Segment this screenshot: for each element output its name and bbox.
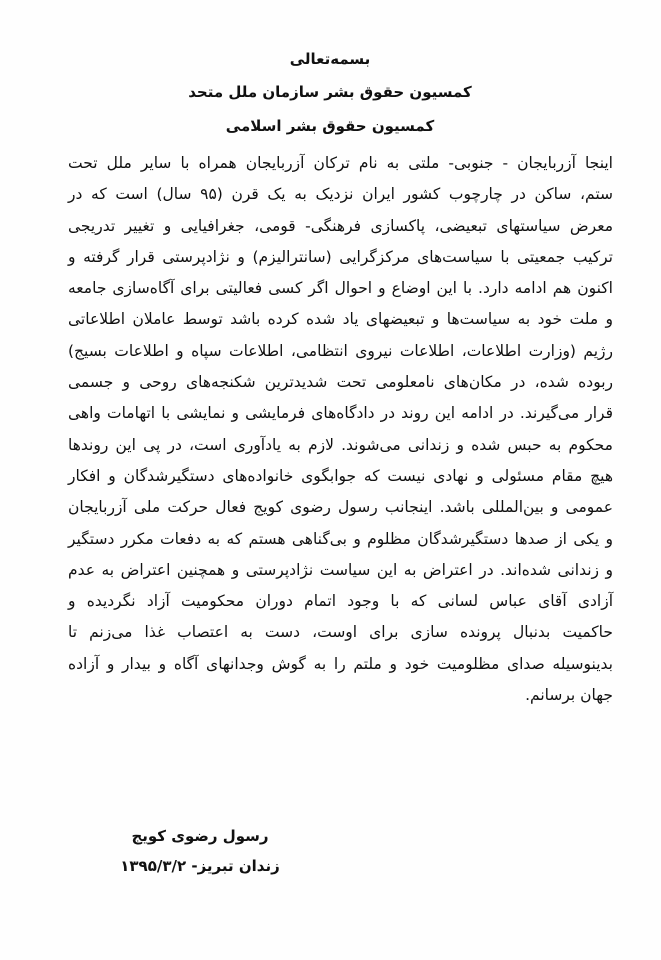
body-line: رژیم (وزارت اطلاعات، اطلاعات نیروی انتظامی، اطلاعات سپاه و اطلاعات بسیج) (68, 341, 613, 360)
body-line: و زندانی شده‌اند. در اعتراض به این سیاست نژادپرستی و همچنین اعتراض به عدم (68, 560, 613, 579)
body-line: قرار می‌گیرند. در ادامه این روند در دادگاه‌های فرمایشی و نمایشی با اتهامات واهی (68, 404, 613, 423)
heading-islamic-commission: کمسیون حقوق بشر اسلامی (225, 117, 435, 135)
body-line: ستم، ساکن در چارچوب کشور ایران نزدیک به یک قرن (۹۵ سال) است که در (68, 185, 613, 204)
body-line: اکنون هم ادامه دارد. با این اوضاع و احوال اگر کسی فعالیتی برای آگاه‌سازی جامعه (68, 279, 613, 298)
letter-body (68, 148, 613, 711)
body-line: محکوم به حبس شده و زندانی می‌شوند. لازم به یادآوری است، در پی این روندها (68, 435, 613, 454)
body-line: اینجا آزربایجان - جنوبی- ملتی به نام ترکان آزربایجان همراه با سایر ملل تحت (68, 154, 613, 172)
heading-invocation: بسمه‌تعالی (289, 50, 371, 68)
body-line: ربوده شده، در مکان‌های نامعلومی تحت شدیدترین شکنجه‌های روحی و جسمی (68, 373, 613, 392)
body-line: معرض سیاستهای تبعیضی، پاکسازی فرهنگی- قومی، جغرافیایی و تغییر تدریجی (68, 216, 613, 235)
signature-name: رسول رضوی کویج (131, 827, 269, 845)
body-line: حاکمیت بدنبال پرونده سازی برای اوست، دست به اعتصاب غذا می‌زنم تا (68, 623, 613, 642)
body-line: و یکی از صدها دستگیرشدگان مظلوم و بی‌گناهی هستم که به دفعات مکرر دستگیر (68, 529, 613, 548)
body-line: آزادی آقای عباس لسانی که با وجود اتمام دوران محکومیت آزاد نگردیده و (68, 592, 613, 611)
body-line: جهان برسانم. (525, 686, 613, 705)
body-line: و ملت خود به سیاست‌ها و تبعیضهای یاد شده کرده باشد توسط عاملان اطلاعاتی (68, 310, 613, 329)
body-line: بدینوسیله صدای مظلومیت خود و ملتم را به گوش وجدانهای آگاه و بیدار و آزاده (68, 654, 613, 673)
signature-place-date: زندان تبریز- ۱۳۹۵/۳/۲ (120, 857, 280, 875)
heading-un-commission: کمسیون حقوق بشر سازمان ملل متحد (188, 83, 472, 101)
body-line: هیچ مقام مسئولی و نهادی نیست که جوابگوی خانواده‌های دستگیرشدگان و افکار (68, 466, 613, 485)
body-line: عمومی و بین‌المللی باشد. اینجانب رسول رضوی کویج فعال حرکت ملی آزربایجان (68, 498, 613, 517)
body-line: ترکیب جمعیتی با سیاست‌های مرکزگرایی (سانترالیزم) و نژادپرستی قرار گرفته و (68, 247, 613, 266)
